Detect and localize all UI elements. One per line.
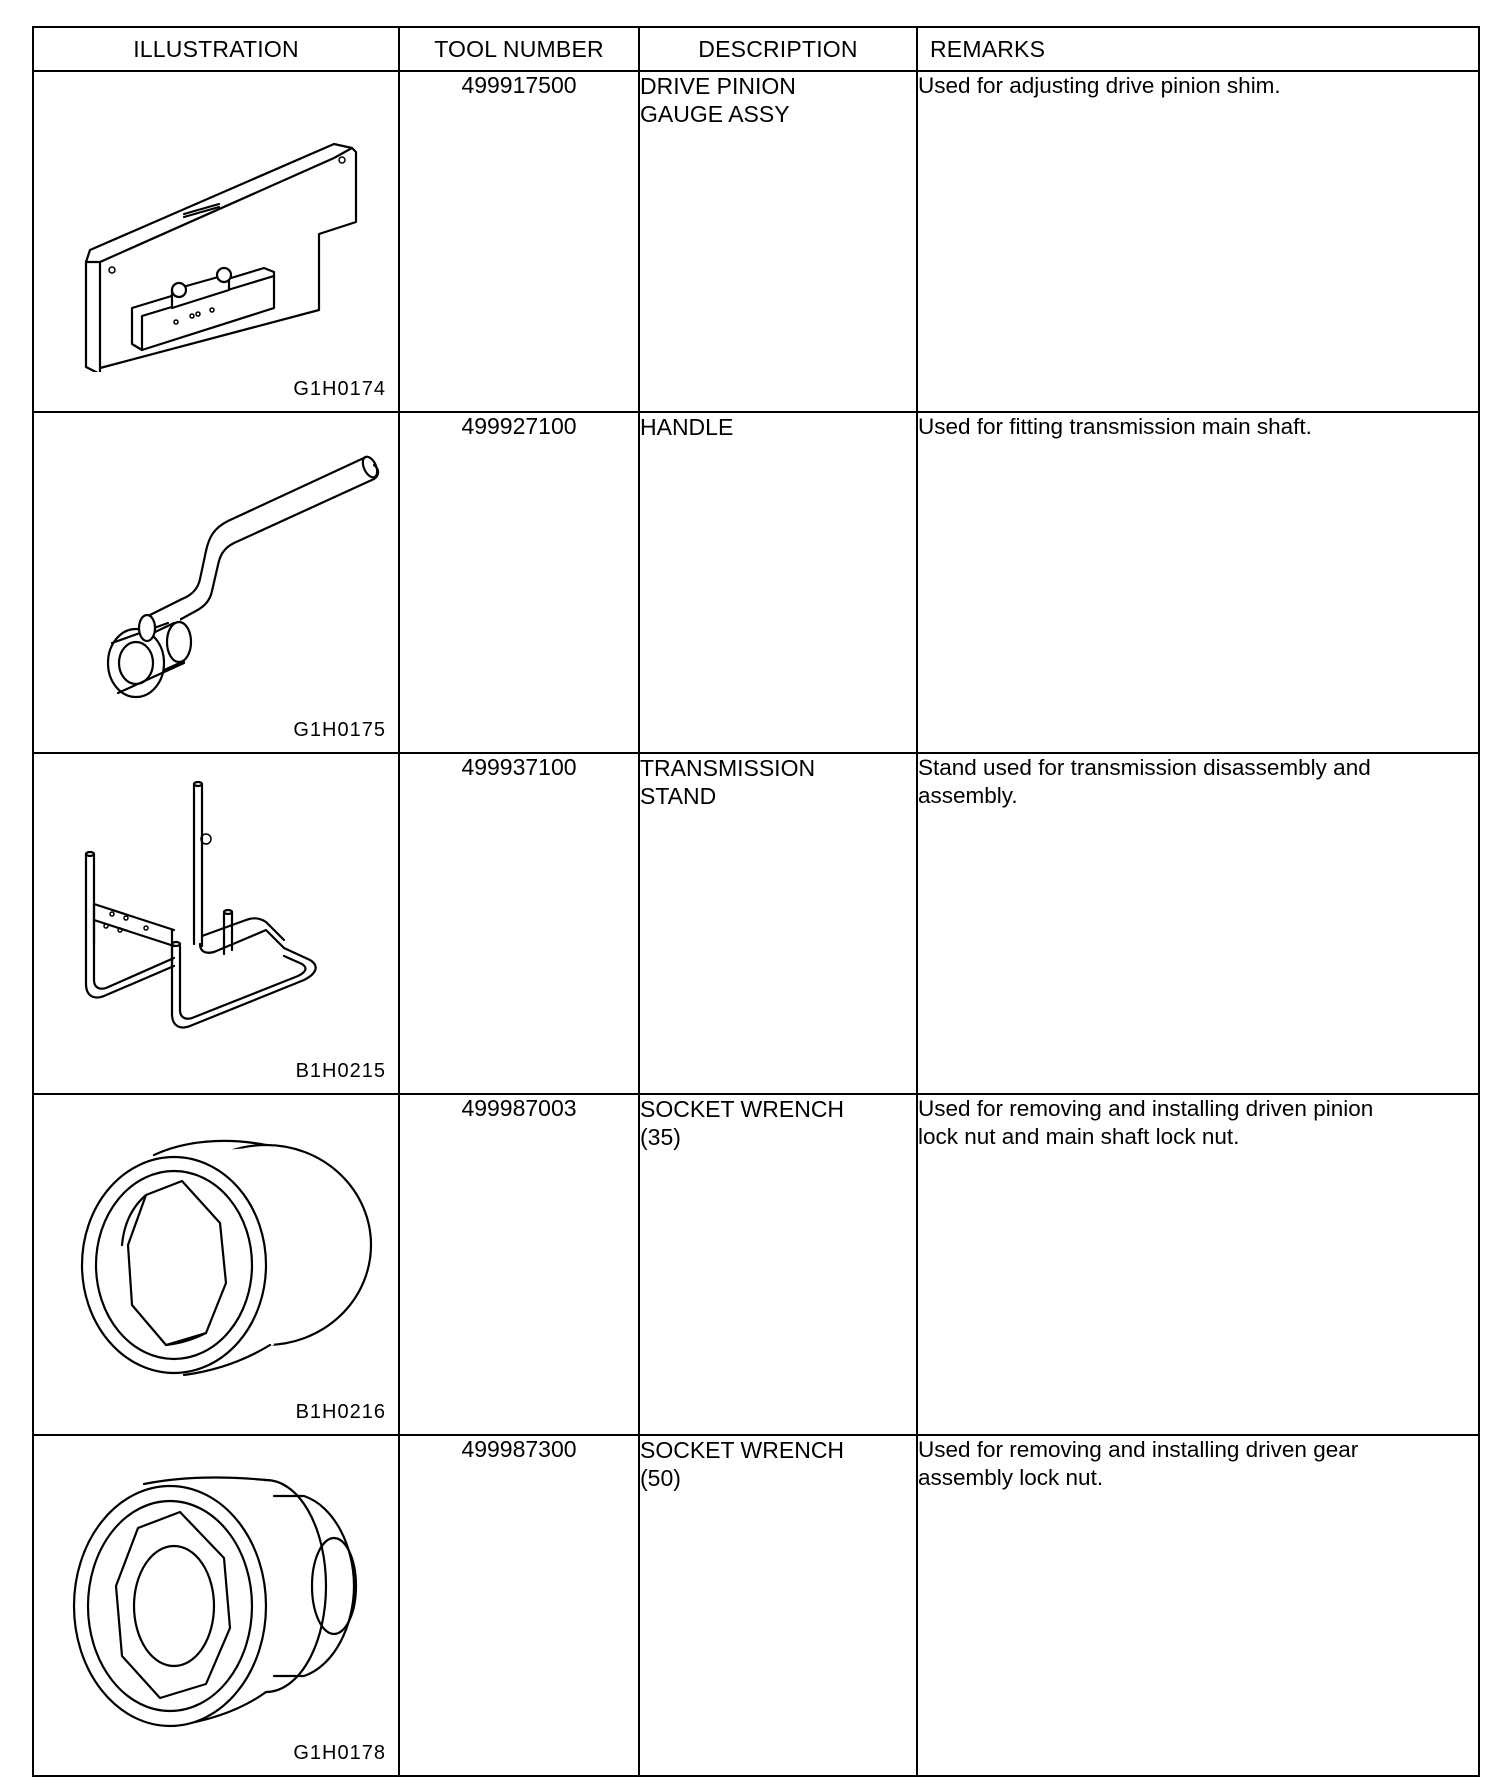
illustration-cell	[33, 412, 399, 753]
tool-description	[639, 1094, 917, 1435]
illustration-cell	[33, 1435, 399, 1776]
description-line: (50)	[640, 1465, 681, 1491]
tool-number: 499937100	[399, 753, 639, 1094]
header-description: DESCRIPTION	[639, 27, 917, 71]
description-line: DRIVE PINION	[640, 73, 796, 99]
description-line: SOCKET WRENCH	[640, 1437, 845, 1463]
header-tool-number: TOOL NUMBER	[399, 27, 639, 71]
illustration-code: B1H0215	[295, 1060, 386, 1082]
tool-description	[639, 1435, 917, 1776]
description-line: HANDLE	[640, 414, 734, 440]
special-tools-table	[32, 26, 1480, 1777]
description-line: STAND	[640, 783, 717, 809]
header-remarks: REMARKS	[917, 27, 1479, 71]
illustration-cell	[33, 753, 399, 1094]
tool-remarks	[917, 412, 1479, 753]
tool-remarks	[917, 1094, 1479, 1435]
remarks-line: Used for removing and installing driven pinion	[918, 1096, 1374, 1121]
tool-description	[639, 71, 917, 412]
remarks-line: assembly lock nut.	[918, 1465, 1104, 1490]
transmission-stand-illustration	[34, 754, 399, 1054]
remarks-line: Used for adjusting drive pinion shim.	[918, 73, 1281, 98]
illustration-code: G1H0178	[293, 1742, 386, 1764]
remarks-line: assembly.	[918, 783, 1018, 808]
illustration-code: G1H0175	[293, 719, 386, 741]
table-row	[33, 412, 1479, 753]
tool-description	[639, 412, 917, 753]
remarks-line: Used for removing and installing driven gear	[918, 1437, 1359, 1462]
description-line: GAUGE ASSY	[640, 101, 790, 127]
socket-wrench-35-illustration	[34, 1095, 399, 1395]
illustration-cell	[33, 71, 399, 412]
tool-remarks	[917, 753, 1479, 1094]
illustration-code: G1H0174	[293, 378, 386, 400]
description-line: SOCKET WRENCH	[640, 1096, 845, 1122]
table-row	[33, 1435, 1479, 1776]
remarks-line: Used for fitting transmission main shaft.	[918, 414, 1312, 439]
remarks-line: Stand used for transmission disassembly and	[918, 755, 1371, 780]
header-illustration: ILLUSTRATION	[33, 27, 399, 71]
socket-wrench-50-illustration	[34, 1436, 399, 1736]
description-line: (35)	[640, 1124, 681, 1150]
illustration-cell	[33, 1094, 399, 1435]
handle-illustration	[34, 413, 399, 713]
header-row	[33, 27, 1479, 71]
tool-number: 499987003	[399, 1094, 639, 1435]
tool-number: 499987300	[399, 1435, 639, 1776]
tool-description	[639, 753, 917, 1094]
table-row	[33, 71, 1479, 412]
remarks-line: lock nut and main shaft lock nut.	[918, 1124, 1240, 1149]
tool-number: 499927100	[399, 412, 639, 753]
illustration-code: B1H0216	[295, 1401, 386, 1423]
description-line: TRANSMISSION	[640, 755, 816, 781]
drive-pinion-gauge-illustration	[34, 72, 399, 372]
table-row	[33, 753, 1479, 1094]
tool-remarks	[917, 1435, 1479, 1776]
tool-number: 499917500	[399, 71, 639, 412]
tool-remarks	[917, 71, 1479, 412]
table-row	[33, 1094, 1479, 1435]
